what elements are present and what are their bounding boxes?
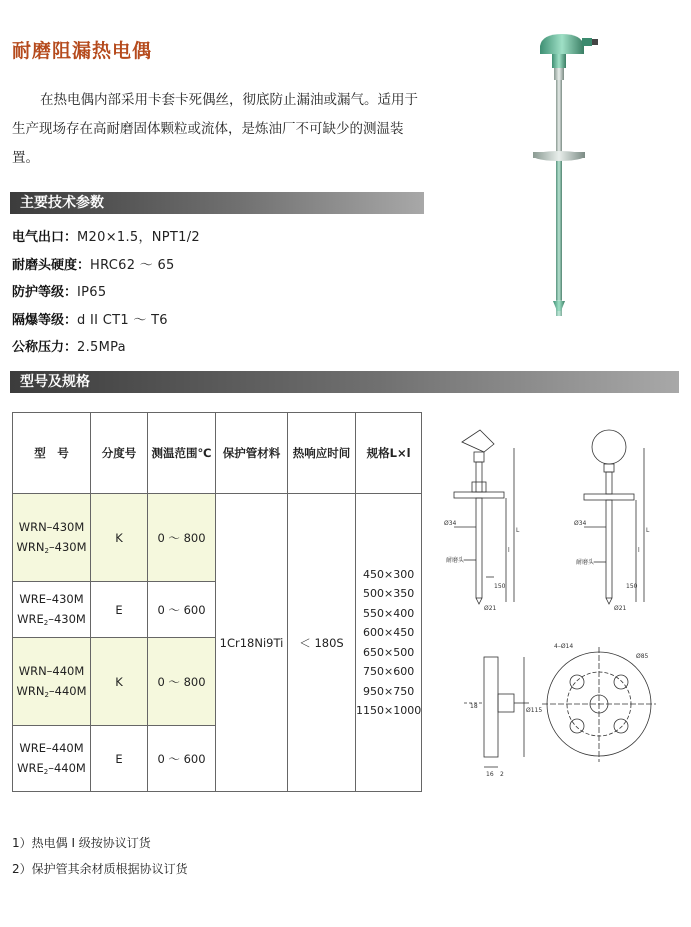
note-1: 1）热电偶 I 级按协议订货	[12, 836, 151, 850]
drawing-flange-side	[464, 657, 529, 767]
page-title: 耐磨阻漏热电偶	[12, 40, 153, 62]
header-graduation: 分度号	[91, 413, 148, 494]
graduation-cell: K	[91, 638, 148, 726]
size-item: 950×750	[363, 684, 415, 698]
drawing-side-view-2	[584, 430, 644, 604]
dim-2: 2	[500, 771, 504, 778]
dim-150: 150	[494, 583, 506, 590]
label-wear-head: 耐磨头	[446, 557, 465, 564]
param-value: IP65	[77, 285, 107, 300]
thermocouple-photo	[520, 26, 610, 316]
dim-150-2: 150	[626, 583, 638, 590]
range-cell: 0 ～ 800	[148, 638, 216, 726]
header-size: 规格L×l	[356, 413, 422, 494]
dim-d21: Ø21	[484, 605, 497, 612]
param-value: HRC62 ～ 65	[90, 257, 175, 273]
param-value: 2.5MPa	[77, 340, 126, 355]
dim-4-d14: 4–Ø14	[554, 643, 574, 650]
param-label: 公称压力	[12, 340, 65, 355]
dim-d85: Ø85	[636, 653, 649, 660]
dim-d21-2: Ø21	[614, 605, 627, 612]
technical-drawings	[414, 412, 679, 790]
size-item: 750×600	[363, 665, 415, 678]
header-material: 保护管材料	[216, 413, 288, 494]
param-item: 公称压力：2.5MPa	[12, 340, 126, 355]
intro-paragraph: 在热电偶内部采用卡套卡死偶丝，彻底防止漏油或漏气。适用于生产现场存在高耐磨固体颗粒或流体，是炼油厂不可缺少的测温装置。	[12, 92, 418, 166]
dim-l-2: l	[638, 547, 640, 554]
dim-l: l	[508, 547, 510, 554]
drawing-side-view-1	[454, 430, 514, 604]
header-model: 型 号	[13, 413, 91, 494]
param-value: M20×1.5，NPT1/2	[77, 230, 200, 245]
drawing-flange-front	[542, 647, 656, 762]
params-list	[12, 224, 200, 362]
param-label: 隔爆等级	[12, 312, 65, 328]
model-cell: WRE–430M WRE2–430M	[13, 582, 91, 638]
size-item: 1150×1000	[356, 704, 422, 717]
range-cell: 0 ～ 800	[148, 494, 216, 582]
param-item: 隔爆等级：d II CT1 ～ T6	[12, 312, 168, 328]
dim-d34-2: Ø34	[574, 520, 587, 527]
param-item: 耐磨头硬度：HRC62 ～ 65	[12, 257, 175, 273]
note-2: 2）保护管其余材质根据协议订货	[12, 862, 188, 876]
graduation-cell: E	[91, 582, 148, 638]
header-range: 测温范围℃	[148, 413, 216, 494]
graduation-cell: E	[91, 726, 148, 792]
range-cell: 0 ～ 600	[148, 726, 216, 792]
range-cell: 0 ～ 600	[148, 582, 216, 638]
param-label: 耐磨头硬度	[12, 257, 78, 273]
material-cell: 1Cr18Ni9Ti	[216, 494, 288, 792]
param-label: 防护等级	[12, 285, 65, 300]
param-label: 电气出口	[12, 230, 65, 245]
section-header-params: 主要技术参数	[10, 192, 424, 214]
label-wear-head-2: 耐磨头	[576, 559, 595, 566]
model-cell: WRN–430M WRN2–430M	[13, 494, 91, 582]
graduation-cell: K	[91, 494, 148, 582]
model-cell: WRE–440M WRE2–440M	[13, 726, 91, 792]
spec-table	[12, 412, 422, 792]
size-item: 600×450	[363, 626, 415, 639]
section-header-models: 型号及规格	[10, 371, 679, 393]
size-item: 650×500	[363, 645, 415, 659]
dim-d115: Ø115	[526, 707, 543, 714]
model-cell: WRN–440M WRN2–440M	[13, 638, 91, 726]
size-item: 450×300	[363, 567, 415, 581]
dim-d34: Ø34	[444, 520, 457, 527]
param-value: d II CT1 ～ T6	[77, 312, 168, 328]
dim-L: L	[516, 527, 520, 534]
dim-16: 16	[486, 771, 494, 778]
table-row	[13, 494, 422, 582]
param-item: 防护等级：IP65	[12, 285, 107, 300]
size-item: 500×350	[363, 587, 415, 600]
size-item: 550×400	[363, 606, 415, 620]
dim-L-2: L	[646, 527, 650, 534]
sizes-cell	[356, 494, 422, 792]
header-response: 热响应时间	[288, 413, 356, 494]
dim-18: 18	[470, 703, 478, 710]
param-item: 电气出口：M20×1.5，NPT1/2	[12, 230, 200, 245]
table-header-row	[13, 413, 422, 494]
response-cell: ＜ 180S	[288, 494, 356, 792]
